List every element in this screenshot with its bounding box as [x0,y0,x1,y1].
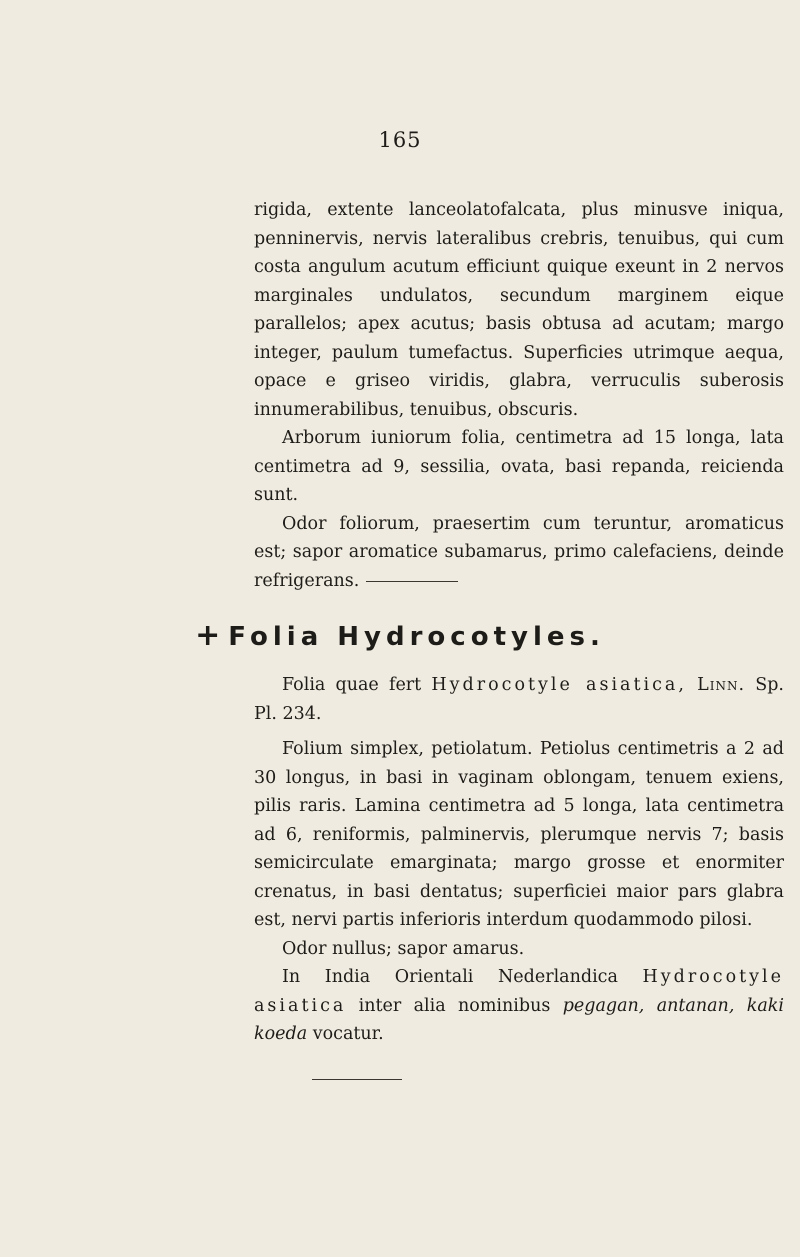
paragraph-odor: Odor nullus; sapor amarus. [282,938,525,959]
paragraph-source [254,671,784,728]
names-pre: In India Orientali Nederlandica [282,967,618,987]
paragraph-names [254,963,784,1049]
source-ref: Sp. Pl. 234. [254,675,784,724]
section-hydrocotyle [254,671,784,1049]
names-post: vocatur. [312,1024,384,1044]
heading-title: Folia Hydrocotyles. [228,622,605,652]
paragraph-folium: Folium simplex, petiolatum. Petiolus centimetris a 2 ad 30 longus, in basi in vaginam oblongam, tenuem exiens, pilis raris. Lamina centimetra ad 5 longa, lata centimetra ad 6, reniformis, palminervis, plerumque nervis 7; basis semicirculate emarginata; margo grosse et enormiter crenatus, in basi dentatus; superficiei maior pars glabra est, nervi partis inferioris interdum quodammodo pilosi. [254,739,784,930]
source-author: Linn. [697,675,746,695]
names-mid: inter alia nominibus [358,995,551,1016]
section-heading [0,618,800,653]
end-divider [312,1079,402,1080]
section-divider [366,581,458,582]
names-species: Hydrocotyle asiatica [254,967,784,1016]
source-species: Hydrocotyle asiatica, [431,675,687,695]
source-pre: Folia quae fert [282,675,422,695]
paragraph-odor-taste: Odor foliorum, praesertim cum teruntur, aromaticus est; sapor aromatice subamarus, primo calefaciens, deinde refrigerans. [254,513,784,591]
cross-mark: + [195,618,221,653]
section-leaf-description [254,196,784,595]
vernacular-names: pegagan, antanan, kaki koeda [254,995,784,1044]
page-number: 165 [378,128,422,152]
paragraph-young-leaves: Arborum iuniorum folia, centimetra ad 15 longa, lata centimetra ad 9, sessilia, ovata, basi repanda, reicienda sunt. [254,428,784,505]
paragraph-leaf-description: rigida, extente lanceolatofalcata, plus minusve iniqua, penninervis, nervis lateralibus crebris, tenuibus, qui cum costa angulum acutum efficiunt quique exeunt in 2 nervos marginales undulatos, secundum marginem eique parallelos; apex acutus; basis obtusa ad acutam; margo integer, paulum tumefactus. Superficies utrimque aequa, opace e griseo viridis, glabra, verruculis suberosis innumerabilibus, tenuibus, obscuris. [254,200,784,420]
